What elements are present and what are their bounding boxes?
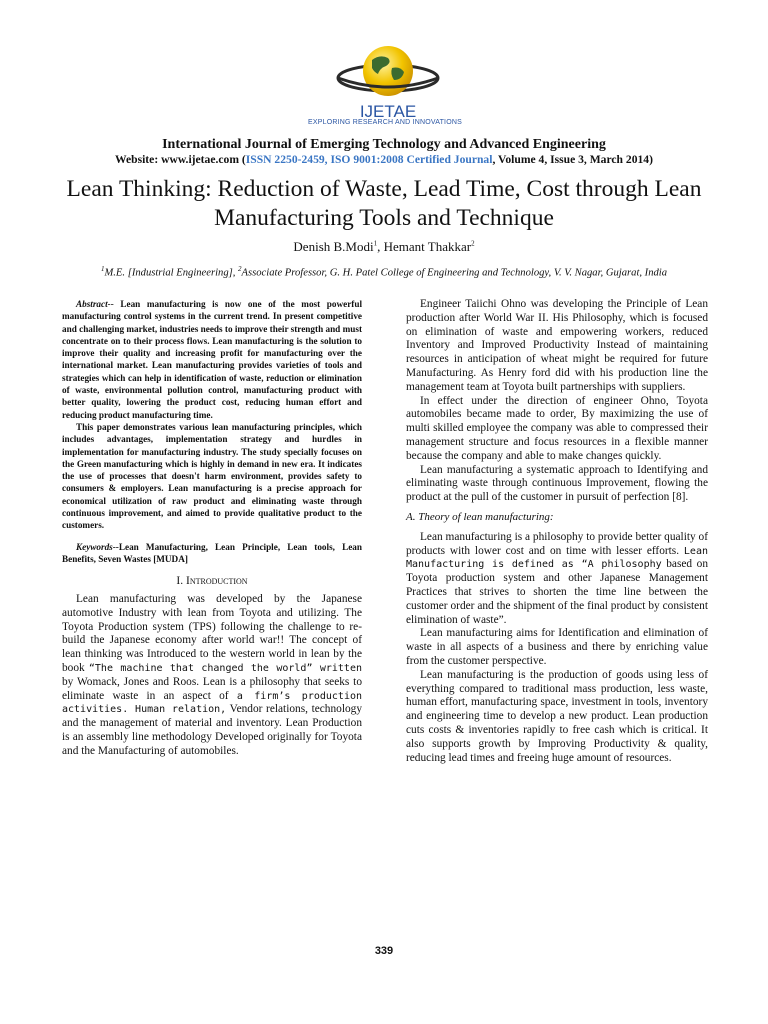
body-paragraph: Lean manufacturing is the production of goods using less of everything compared to traditional mass production, less waste, human effort, manufacturing space, investment in tools, inventory and engineering time to develop a new product. Lean production cuts costs & inventories rapidly to free cash which is critical. It also supports growth by Improving Productivity & quality, reducing lead times and freeing huge amount of resources. (406, 668, 708, 764)
introduction-paragraph: Lean manufacturing was developed by the Japanese automotive Industry with lean from Toyota and utilizing. The Toyota Production system (TPS) following the challenge to re-build the Japanese economy after world war!! The concept of lean thinking was Introduced to the western world in lean by the book “The machine that changed the world” written by Womack, Jones and Roos. Lean is a philosophy that seeks to eliminate waste in an aspect of a firm’s production activities. Human relation, Vendor relations, technology and the management of material and inventory. Lean Production is an assembly line methodology Developed originally for Toyota and the Manufacturing of automobiles. (62, 593, 363, 757)
subsection-heading: A. Theory of lean manufacturing: (406, 510, 554, 523)
logo-tagline: EXPLORING RESEARCH AND INNOVATIONS (308, 119, 462, 126)
keywords: Keywords--Lean Manufacturing, Lean Principle, Lean tools, Lean Benefits, Seven Wastes [MUDA] (62, 541, 362, 564)
paper-title: Lean Thinking: Reduction of Waste, Lead Time, Cost through Lean Manufacturing Tools and Technique (66, 176, 702, 231)
journal-name: International Journal of Emerging Technology and Advanced Engineering (162, 137, 606, 152)
body-paragraph: Lean manufacturing a systematic approach to Identifying and eliminating waste through continuous Improvement, flowing the product at the pull of the customer in pursuit of perfection [8]. (406, 463, 708, 504)
right-column (406, 298, 708, 765)
abstract-paragraph: Abstract-- Lean manufacturing is now one of the most powerful manufacturing control systems in the current trend. In present competitive and challenging market, industries needs to improve their strength and must concentrate on to their process flows. Lean manufacturing is the solution to improve their quality and increasing profit for manufacturing over the international market. Lean manufacturing provides varieties of tools and strategies which can help in identification of waste, reduction or elimination of waste, environmental pollution control, manufacturing product with better quality, lowering the product cost, reducing human effort and reducing product manufacturing time. (62, 299, 362, 420)
body-paragraph: In effect under the direction of engineer Ohno, Toyota automobiles became made to order, By maximizing the use of multi skilled employee the company was able to compressed their management structure and focus resources in a flexible manner because the company and able to make changes quickly. (406, 394, 708, 462)
body-paragraph: Lean manufacturing is a philosophy to provide better quality of products with lower cost and on time with lesser efforts. Lean Manufacturing is defined as “A philosophy based on Toyota production system and other Japanese Management Practices that strives to shorten the time line between the customer order and the shipment of the final product by consistent elimination of waste”. (406, 530, 709, 626)
issn-link[interactable]: ISSN 2250-2459, ISO 9001:2008 Certified Journal (245, 153, 493, 166)
author-line: Denish B.Modi$^1$, Hemant Thakkar$^2$ (293, 239, 475, 254)
body-paragraph: Lean manufacturing aims for Identification and elimination of waste in all aspects of a business and there by enriching value from the customer perspective. (406, 627, 708, 667)
body-paragraph: Engineer Taiichi Ohno was developing the Principle of Lean production after World War II. His Philosophy, which is focused on elimination of waste and empowering workers, reduced Inventory and Improved Productivity Instead of maintaining resources in anticipation of wheat might be required for future Manufacturing. As Henry ford did with his production line the management team at Toyota built partnerships with suppliers. (406, 298, 708, 393)
section-heading-introduction: I. Introduction (176, 575, 248, 588)
page-number: 339 (374, 945, 394, 957)
left-column (62, 298, 362, 759)
svg-text:IJETAE: IJETAE (359, 102, 417, 121)
journal-website-line: Website: www.ijetae.com (ISSN 2250-2459, ISO 9001:2008 Certified Journal, Volume 4, Issue 3, March 2014) (115, 153, 653, 166)
affiliations: $^1$M.E. [Industrial Engineering], $^2$Associate Professor, G. H. Patel College of Engineering and Technology, V. V. Nagar, Gujarat, India (100, 265, 668, 279)
abstract-paragraph-2: This paper demonstrates various lean manufacturing principles, which includes advantages, implementation strategy and hurdles in implementation for manufacturing industry. The study specially focuses on the Green manufacturing which is highly in demand in new era. It indicates the use of processes that doesn't harm environment, provides safety to consumers & employers. Lean manufacturing is a precise approach for economical utilization of raw product and eliminating waste through continuous improvement, and aimed to provide qualitative product to the customers. (62, 421, 362, 531)
journal-logo (332, 38, 444, 130)
